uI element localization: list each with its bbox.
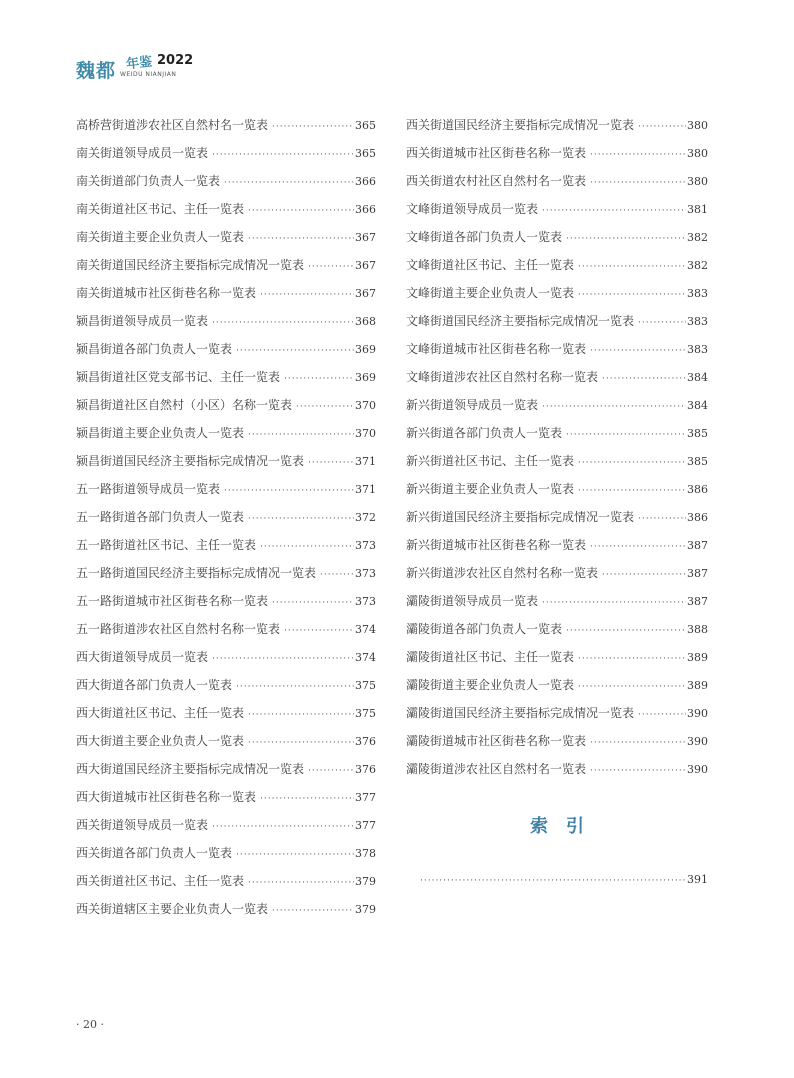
toc-entry-title: 五一路街道涉农社区自然村名称一览表 xyxy=(76,622,281,636)
toc-entry[interactable] xyxy=(406,335,708,363)
toc-entry-page: 379 xyxy=(355,875,376,888)
toc-entry-title: 文峰街道涉农社区自然村名称一览表 xyxy=(406,370,599,384)
toc-entry-page: 367 xyxy=(355,287,376,300)
toc-entry[interactable] xyxy=(76,587,376,615)
toc-entry-page: 370 xyxy=(355,427,376,440)
toc-entry-title: 颍昌街道主要企业负责人一览表 xyxy=(76,426,245,440)
toc-entry-page: 387 xyxy=(687,567,708,580)
toc-entry[interactable] xyxy=(406,279,708,307)
toc-entry-page: 371 xyxy=(355,455,376,468)
toc-entry-title: 南关街道国民经济主要指标完成情况一览表 xyxy=(76,258,305,272)
dot-leader xyxy=(272,897,354,925)
toc-entry-title: 灞陵街道城市社区街巷名称一览表 xyxy=(406,734,587,748)
toc-entry[interactable] xyxy=(76,419,376,447)
toc-entry[interactable] xyxy=(406,251,708,279)
dot-leader xyxy=(308,449,354,477)
toc-entry[interactable] xyxy=(406,503,708,531)
toc-entry-page: 374 xyxy=(355,623,376,636)
toc-entry-title: 新兴街道领导成员一览表 xyxy=(406,398,539,412)
toc-entry[interactable] xyxy=(406,419,708,447)
toc-entry-page: 382 xyxy=(687,231,708,244)
dot-leader xyxy=(578,645,686,673)
toc-entry[interactable] xyxy=(406,363,708,391)
toc-entry[interactable] xyxy=(406,587,708,615)
toc-entry-page: 378 xyxy=(355,847,376,860)
toc-entry-page: 380 xyxy=(687,175,708,188)
toc-entry[interactable] xyxy=(406,615,708,643)
logo-year: 2022 xyxy=(157,53,194,68)
toc-entry-page: 376 xyxy=(355,763,376,776)
toc-entry-page: 390 xyxy=(687,763,708,776)
logo-title: 魏都 xyxy=(76,60,117,82)
toc-entry-title: 南关街道城市社区街巷名称一览表 xyxy=(76,286,257,300)
toc-entry-title: 南关街道领导成员一览表 xyxy=(76,146,209,160)
dot-leader xyxy=(212,645,354,673)
toc-entry[interactable] xyxy=(76,783,376,811)
toc-entry[interactable] xyxy=(76,811,376,839)
dot-leader xyxy=(308,253,354,281)
toc-entry-title: 文峰街道城市社区街巷名称一览表 xyxy=(406,342,587,356)
dot-leader xyxy=(212,813,354,841)
toc-entry[interactable] xyxy=(76,447,376,475)
dot-leader xyxy=(248,701,354,729)
dot-leader xyxy=(578,281,686,309)
dot-leader xyxy=(542,197,686,225)
toc-entry-title: 西关街道城市社区街巷名称一览表 xyxy=(406,146,587,160)
dot-leader xyxy=(248,869,354,897)
toc-entry[interactable] xyxy=(406,111,708,139)
dot-leader xyxy=(590,757,686,785)
toc-entry[interactable] xyxy=(76,279,376,307)
toc-entry-title: 西大街道主要企业负责人一览表 xyxy=(76,734,245,748)
toc-entry-title: 南关街道主要企业负责人一览表 xyxy=(76,230,245,244)
toc-entry-title: 南关街道社区书记、主任一览表 xyxy=(76,202,245,216)
toc-entry-title: 灞陵街道领导成员一览表 xyxy=(406,594,539,608)
dot-leader xyxy=(542,589,686,617)
dot-leader xyxy=(638,701,686,729)
toc-entry-title: 西关街道辖区主要企业负责人一览表 xyxy=(76,902,269,916)
toc-entry-title: 高桥营街道涉农社区自然村名一览表 xyxy=(76,118,269,132)
toc-entry[interactable] xyxy=(76,643,376,671)
toc-entry[interactable] xyxy=(406,195,708,223)
toc-entry-page: 373 xyxy=(355,595,376,608)
toc-entry-page: 383 xyxy=(687,287,708,300)
toc-right-column xyxy=(406,111,708,783)
toc-entry[interactable] xyxy=(76,223,376,251)
toc-entry[interactable] xyxy=(76,503,376,531)
toc-entry-page: 390 xyxy=(687,735,708,748)
toc-entry[interactable] xyxy=(76,111,376,139)
dot-leader xyxy=(566,617,686,645)
toc-entry-title: 文峰街道领导成员一览表 xyxy=(406,202,539,216)
dot-leader xyxy=(224,477,354,505)
toc-entry-page: 370 xyxy=(355,399,376,412)
toc-entry-page: 385 xyxy=(687,427,708,440)
index-section-heading: 索引 xyxy=(530,816,602,837)
dot-leader xyxy=(542,393,686,421)
toc-entry-title: 新兴街道各部门负责人一览表 xyxy=(406,426,563,440)
toc-entry-title: 五一路街道各部门负责人一览表 xyxy=(76,510,245,524)
toc-entry-page: 385 xyxy=(687,455,708,468)
toc-entry[interactable] xyxy=(76,167,376,195)
dot-leader xyxy=(602,365,686,393)
dot-leader xyxy=(578,253,686,281)
toc-entry-index[interactable] xyxy=(420,866,708,894)
dot-leader xyxy=(296,393,354,421)
toc-entry-title: 灞陵街道国民经济主要指标完成情况一览表 xyxy=(406,706,635,720)
toc-entry[interactable] xyxy=(406,559,708,587)
toc-entry-page: 383 xyxy=(687,343,708,356)
toc-entry[interactable] xyxy=(406,223,708,251)
toc-entry-title: 灞陵街道各部门负责人一览表 xyxy=(406,622,563,636)
toc-entry-page: 387 xyxy=(687,595,708,608)
dot-leader xyxy=(248,505,354,533)
toc-entry-title: 颍昌街道各部门负责人一览表 xyxy=(76,342,233,356)
dot-leader xyxy=(284,617,354,645)
toc-entry-page: 379 xyxy=(355,903,376,916)
toc-entry-title: 西关街道各部门负责人一览表 xyxy=(76,846,233,860)
toc-entry-title: 新兴街道社区书记、主任一览表 xyxy=(406,454,575,468)
dot-leader xyxy=(236,673,354,701)
toc-entry[interactable] xyxy=(76,559,376,587)
toc-entry-page: 389 xyxy=(687,651,708,664)
toc-entry-page: 380 xyxy=(687,119,708,132)
toc-entry-page: 381 xyxy=(687,203,708,216)
toc-entry[interactable] xyxy=(76,251,376,279)
toc-entry-title: 西关街道国民经济主要指标完成情况一览表 xyxy=(406,118,635,132)
toc-entry-title: 新兴街道主要企业负责人一览表 xyxy=(406,482,575,496)
dot-leader xyxy=(590,141,686,169)
toc-entry-page: 372 xyxy=(355,511,376,524)
toc-entry[interactable] xyxy=(76,839,376,867)
dot-leader xyxy=(248,421,354,449)
dot-leader xyxy=(638,309,686,337)
toc-entry-title: 灞陵街道主要企业负责人一览表 xyxy=(406,678,575,692)
toc-entry-page: 366 xyxy=(355,175,376,188)
toc-entry[interactable] xyxy=(76,139,376,167)
dot-leader xyxy=(284,365,354,393)
dot-leader xyxy=(590,169,686,197)
toc-entry-title: 五一路街道领导成员一览表 xyxy=(76,482,221,496)
toc-entry[interactable] xyxy=(406,307,708,335)
dot-leader xyxy=(578,673,686,701)
toc-left-column xyxy=(76,111,376,923)
toc-entry[interactable] xyxy=(76,391,376,419)
toc-entry[interactable] xyxy=(406,643,708,671)
dot-leader xyxy=(212,141,354,169)
toc-entry-page: 375 xyxy=(355,707,376,720)
toc-entry-title: 文峰街道国民经济主要指标完成情况一览表 xyxy=(406,314,635,328)
dot-leader xyxy=(212,309,354,337)
toc-entry-title: 文峰街道主要企业负责人一览表 xyxy=(406,286,575,300)
dot-leader xyxy=(578,449,686,477)
toc-entry-page: 383 xyxy=(687,315,708,328)
toc-entry[interactable] xyxy=(76,531,376,559)
toc-entry-page: 365 xyxy=(355,147,376,160)
toc-entry-title: 五一路街道城市社区街巷名称一览表 xyxy=(76,594,269,608)
dot-leader xyxy=(248,729,354,757)
toc-entry-page: 382 xyxy=(687,259,708,272)
toc-entry-page: 384 xyxy=(687,371,708,384)
toc-entry[interactable] xyxy=(76,615,376,643)
toc-entry-title: 颍昌街道国民经济主要指标完成情况一览表 xyxy=(76,454,305,468)
toc-entry-page: 386 xyxy=(687,483,708,496)
dot-leader xyxy=(248,225,354,253)
toc-entry-title: 新兴街道国民经济主要指标完成情况一览表 xyxy=(406,510,635,524)
toc-entry[interactable] xyxy=(76,727,376,755)
toc-entry-page: 375 xyxy=(355,679,376,692)
dot-leader xyxy=(566,421,686,449)
toc-entry-page: 377 xyxy=(355,791,376,804)
toc-entry-page: 368 xyxy=(355,315,376,328)
toc-entry-title: 文峰街道各部门负责人一览表 xyxy=(406,230,563,244)
toc-entry-title: 西关街道农村社区自然村名一览表 xyxy=(406,174,587,188)
toc-entry-page: 367 xyxy=(355,259,376,272)
toc-entry-title: 新兴街道涉农社区自然村名称一览表 xyxy=(406,566,599,580)
toc-entry-title: 五一路街道国民经济主要指标完成情况一览表 xyxy=(76,566,317,580)
toc-entry[interactable] xyxy=(406,167,708,195)
toc-entry-title: 南关街道部门负责人一览表 xyxy=(76,174,221,188)
dot-leader xyxy=(590,337,686,365)
toc-entry[interactable] xyxy=(406,475,708,503)
toc-entry-page: 367 xyxy=(355,231,376,244)
dot-leader xyxy=(566,225,686,253)
dot-leader xyxy=(236,841,354,869)
toc-entry-page: 369 xyxy=(355,371,376,384)
toc-entry[interactable] xyxy=(406,755,708,783)
toc-entry-page: 365 xyxy=(355,119,376,132)
dot-leader xyxy=(578,477,686,505)
dot-leader xyxy=(260,785,354,813)
toc-entry[interactable] xyxy=(76,755,376,783)
logo-nianjian: 年鉴 xyxy=(125,54,153,73)
toc-entry[interactable] xyxy=(76,475,376,503)
dot-leader xyxy=(602,561,686,589)
yearbook-logo xyxy=(76,48,216,84)
dot-leader xyxy=(320,561,354,589)
toc-entry[interactable] xyxy=(406,391,708,419)
toc-entry-page: 389 xyxy=(687,679,708,692)
toc-entry-page: 390 xyxy=(687,707,708,720)
toc-entry-title: 颍昌街道社区自然村（小区）名称一览表 xyxy=(76,398,293,412)
toc-entry[interactable] xyxy=(76,363,376,391)
dot-leader xyxy=(638,505,686,533)
toc-entry[interactable] xyxy=(76,671,376,699)
toc-entry[interactable] xyxy=(76,867,376,895)
toc-entry-page: 388 xyxy=(687,623,708,636)
toc-entry-title: 五一路街道社区书记、主任一览表 xyxy=(76,538,257,552)
dot-leader xyxy=(260,281,354,309)
toc-entry[interactable] xyxy=(76,195,376,223)
toc-entry-title: 西大街道城市社区街巷名称一览表 xyxy=(76,790,257,804)
toc-entry-title: 西大街道国民经济主要指标完成情况一览表 xyxy=(76,762,305,776)
dot-leader xyxy=(224,169,354,197)
toc-entry-title: 西大街道领导成员一览表 xyxy=(76,650,209,664)
toc-entry-page: 384 xyxy=(687,399,708,412)
toc-entry-page: 371 xyxy=(355,483,376,496)
toc-entry[interactable] xyxy=(406,727,708,755)
toc-entry-page: 391 xyxy=(687,873,708,886)
toc-entry-page: 386 xyxy=(687,511,708,524)
toc-entry-page: 387 xyxy=(687,539,708,552)
dot-leader xyxy=(590,533,686,561)
dot-leader xyxy=(308,757,354,785)
toc-entry-page: 369 xyxy=(355,343,376,356)
toc-entry-page: 374 xyxy=(355,651,376,664)
toc-entry-page: 380 xyxy=(687,147,708,160)
toc-entry[interactable] xyxy=(406,531,708,559)
dot-leader xyxy=(236,337,354,365)
toc-entry-page: 366 xyxy=(355,203,376,216)
toc-entry-title: 文峰街道社区书记、主任一览表 xyxy=(406,258,575,272)
dot-leader xyxy=(260,533,354,561)
toc-entry-title: 灞陵街道涉农社区自然村名一览表 xyxy=(406,762,587,776)
dot-leader xyxy=(590,729,686,757)
toc-entry-page: 373 xyxy=(355,539,376,552)
toc-entry[interactable] xyxy=(406,699,708,727)
toc-entry-page: 377 xyxy=(355,819,376,832)
toc-entry-title: 灞陵街道社区书记、主任一览表 xyxy=(406,650,575,664)
logo-pinyin: WEIDU NIANJIAN xyxy=(120,71,177,78)
toc-entry-title: 西大街道各部门负责人一览表 xyxy=(76,678,233,692)
toc-entry[interactable] xyxy=(76,699,376,727)
toc-entry[interactable] xyxy=(406,671,708,699)
toc-entry[interactable] xyxy=(406,447,708,475)
dot-leader xyxy=(638,113,686,141)
toc-entry-page: 376 xyxy=(355,735,376,748)
toc-entry-title: 西大街道社区书记、主任一览表 xyxy=(76,706,245,720)
toc-entry[interactable] xyxy=(76,895,376,923)
page-number: · 20 · xyxy=(76,1018,104,1031)
toc-entry-title: 颍昌街道领导成员一览表 xyxy=(76,314,209,328)
toc-entry-title: 新兴街道城市社区街巷名称一览表 xyxy=(406,538,587,552)
dot-leader xyxy=(272,113,354,141)
toc-entry-title: 西关街道领导成员一览表 xyxy=(76,818,209,832)
toc-entry-title: 颍昌街道社区党支部书记、主任一览表 xyxy=(76,370,281,384)
toc-entry[interactable] xyxy=(406,139,708,167)
dot-leader xyxy=(420,867,686,895)
toc-entry[interactable] xyxy=(76,307,376,335)
dot-leader xyxy=(248,197,354,225)
dot-leader xyxy=(272,589,354,617)
toc-entry-title: 西关街道社区书记、主任一览表 xyxy=(76,874,245,888)
toc-entry[interactable] xyxy=(76,335,376,363)
toc-entry-page: 373 xyxy=(355,567,376,580)
